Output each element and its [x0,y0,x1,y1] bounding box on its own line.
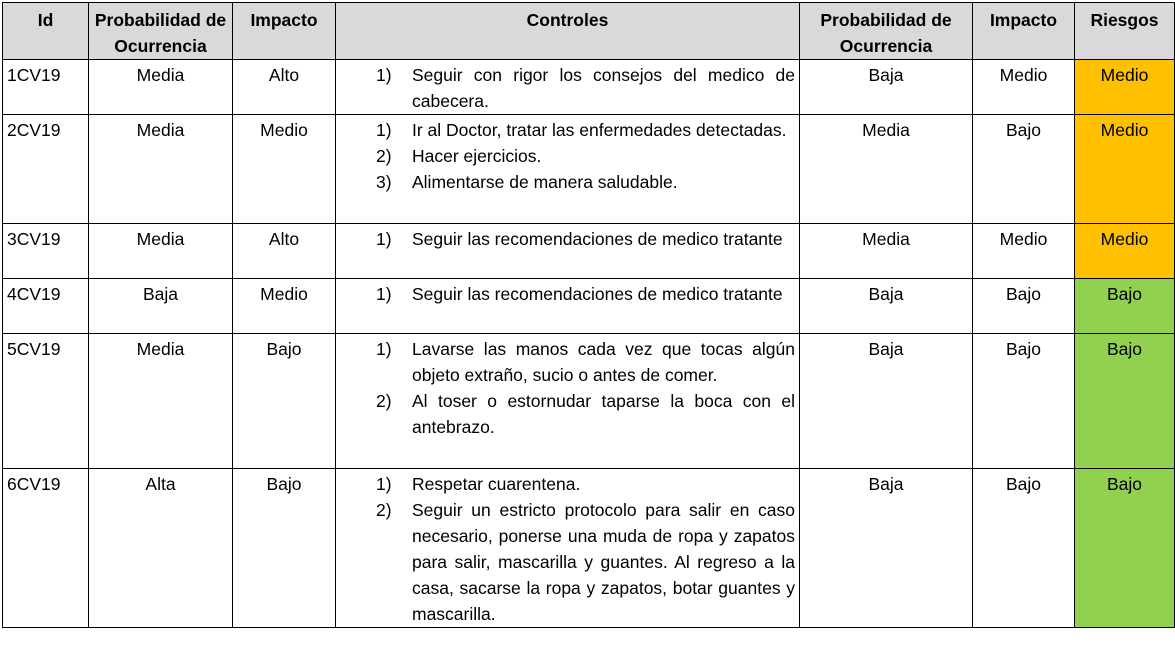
cell-impact: Bajo [233,469,336,628]
list-item-text: Seguir con rigor los consejos del medico de cabecera. [412,65,795,111]
cell-residual-impact: Bajo [973,279,1075,334]
cell-residual-probability: Baja [800,279,973,334]
cell-probability: Media [89,334,233,469]
controls-list [376,281,795,307]
list-item-text: Ir al Doctor, tratar las enfermedades detectadas. [412,120,787,140]
cell-risk: Medio [1075,115,1175,224]
list-item [376,62,795,114]
cell-id: 6CV19 [3,469,89,628]
cell-impact: Bajo [233,334,336,469]
table-row [3,279,1175,334]
list-item-number: 1) [376,120,392,140]
list-item [376,336,795,388]
cell-impact: Alto [233,224,336,279]
list-item-number: 2) [376,391,392,411]
cell-controls [336,334,800,469]
list-item-number: 1) [376,339,392,359]
list-item-text: Seguir las recomendaciones de medico tratante [412,284,783,304]
table-row [3,334,1175,469]
cell-id: 5CV19 [3,334,89,469]
risk-table [2,2,1175,628]
cell-impact: Medio [233,115,336,224]
list-item [376,226,795,252]
cell-impact: Medio [233,279,336,334]
cell-residual-probability: Baja [800,334,973,469]
cell-residual-impact: Bajo [973,334,1075,469]
header-controls: Controles [336,3,800,60]
header-id: Id [3,3,89,60]
cell-risk: Bajo [1075,279,1175,334]
cell-id: 2CV19 [3,115,89,224]
header-probability: Probabilidad de Ocurrencia [89,3,233,60]
header-risks: Riesgos [1075,3,1175,60]
table-row [3,224,1175,279]
list-item-number: 2) [376,146,392,166]
list-item-text: Seguir un estricto protocolo para salir en caso necesario, ponerse una muda de ropa y zapatos para salir, mascarilla y guantes. Al regreso a la casa, sacarse la ropa y zapatos, botar guantes y mascarilla. [412,500,795,624]
list-item-number: 1) [376,229,392,249]
cell-controls [336,60,800,115]
cell-residual-probability: Media [800,224,973,279]
list-item [376,143,795,169]
cell-probability: Alta [89,469,233,628]
list-item-text: Alimentarse de manera saludable. [412,172,678,192]
table-row [3,60,1175,115]
cell-risk: Bajo [1075,334,1175,469]
controls-list [376,226,795,252]
list-item [376,117,795,143]
list-item [376,471,795,497]
cell-probability: Media [89,60,233,115]
cell-controls [336,469,800,628]
list-item-text: Al toser o estornudar taparse la boca con el antebrazo. [412,391,795,437]
cell-id: 3CV19 [3,224,89,279]
cell-residual-probability: Media [800,115,973,224]
list-item [376,281,795,307]
list-item-text: Respetar cuarentena. [412,474,581,494]
list-item-text: Seguir las recomendaciones de medico tratante [412,229,783,249]
header-residual-probability: Probabilidad de Ocurrencia [800,3,973,60]
controls-list [376,62,795,114]
cell-controls [336,279,800,334]
cell-controls [336,115,800,224]
controls-list [376,117,795,195]
list-item-text: Hacer ejercicios. [412,146,542,166]
cell-id: 1CV19 [3,60,89,115]
cell-residual-impact: Bajo [973,115,1075,224]
list-item-number: 3) [376,172,392,192]
header-residual-impact: Impacto [973,3,1075,60]
cell-controls [336,224,800,279]
cell-residual-impact: Bajo [973,469,1075,628]
list-item [376,388,795,440]
cell-risk: Bajo [1075,469,1175,628]
list-item-number: 2) [376,500,392,520]
list-item-number: 1) [376,65,392,85]
list-item-number: 1) [376,284,392,304]
controls-list [376,471,795,627]
list-item [376,169,795,195]
cell-probability: Media [89,115,233,224]
table-row [3,469,1175,628]
cell-probability: Media [89,224,233,279]
list-item [376,497,795,627]
cell-risk: Medio [1075,224,1175,279]
cell-id: 4CV19 [3,279,89,334]
header-row [3,3,1175,60]
header-impact: Impacto [233,3,336,60]
cell-residual-impact: Medio [973,60,1075,115]
controls-list [376,336,795,440]
list-item-text: Lavarse las manos cada vez que tocas algún objeto extraño, sucio o antes de comer. [412,339,795,385]
cell-risk: Medio [1075,60,1175,115]
cell-residual-probability: Baja [800,469,973,628]
cell-impact: Alto [233,60,336,115]
table-row [3,115,1175,224]
list-item-number: 1) [376,474,392,494]
cell-residual-impact: Medio [973,224,1075,279]
cell-probability: Baja [89,279,233,334]
cell-residual-probability: Baja [800,60,973,115]
